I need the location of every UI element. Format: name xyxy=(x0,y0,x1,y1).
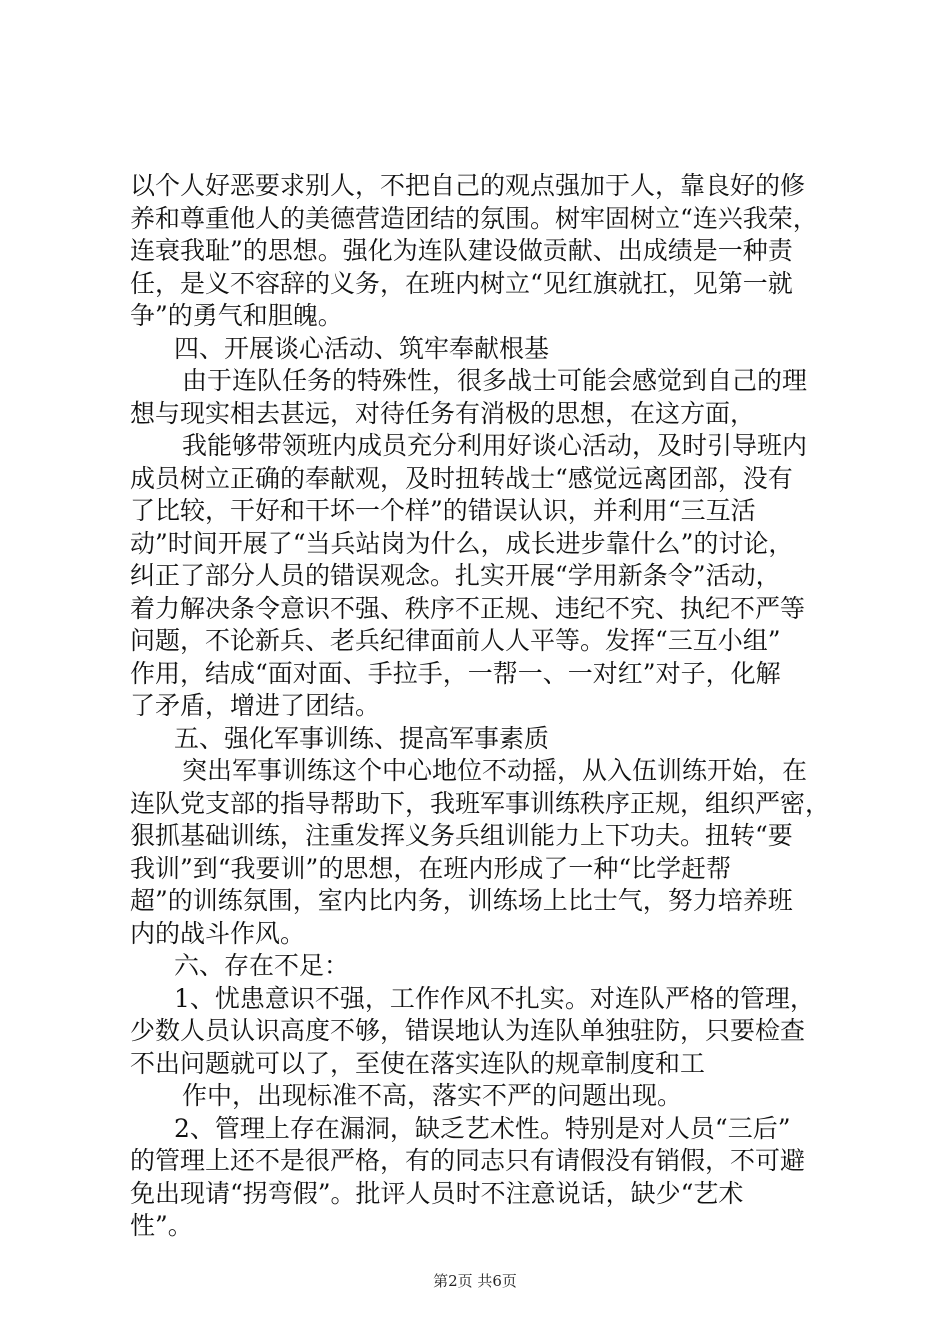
text-line: 超”的训练氛围，室内比内务，训练场上比士气，努力培养班 xyxy=(130,886,793,915)
text-line: 四、开展谈心活动、筑牢奉献根基 xyxy=(174,333,550,363)
text-line: 以个人好恶要求别人，不把自己的观点强加于人，靠良好的修 xyxy=(130,171,806,200)
text-line: 纠正了部分人员的错误观念。扎实开展“学用新条令”活动， xyxy=(130,561,781,590)
text-line: 免出现请“拐弯假”。批评人员时不注意说话，缺少“艺术 xyxy=(130,1178,744,1208)
text-line: 着力解决条令意识不强、秩序不正规、违纪不究、执纪不严等 xyxy=(130,593,806,623)
text-line: 六、存在不足： xyxy=(174,951,350,980)
text-line: 想与现实相去甚远，对待任务有消极的思想，在这方面， xyxy=(130,398,756,428)
text-line: 由于连队任务的特殊性，很多战士可能会感觉到自己的理 xyxy=(182,366,808,395)
text-line: 养和尊重他人的美德营造团结的氛围。树牢固树立“连兴我荣， xyxy=(130,203,818,233)
text-line: 我能够带领班内成员充分利用好谈心活动，及时引导班内 xyxy=(182,431,808,460)
text-line: 突出军事训练这个中心地位不动摇，从入伍训练开始，在 xyxy=(182,756,808,785)
text-line: 了比较，干好和干坏一个样”的错误认识，并利用“三互活 xyxy=(130,496,756,525)
text-line: 了矛盾，增进了团结。 xyxy=(130,691,381,720)
text-line: 狠抓基础训练，注重发挥义务兵组训能力上下功夫。扭转“要 xyxy=(130,821,793,850)
text-line: 内的战斗作风。 xyxy=(130,918,306,948)
text-line: 成员树立正确的奉献观，及时扭转战士“感觉远离团部，没有 xyxy=(130,463,793,493)
page-footer: 第2页 共6页 xyxy=(433,1272,517,1290)
text-line: 我训”到“我要训”的思想，在班内形成了一种“比学赶帮 xyxy=(130,853,732,883)
text-line: 动”时间开展了“当兵站岗为什么，成长进步靠什么”的讨论， xyxy=(130,528,794,558)
text-line: 作用，结成“面对面、手拉手，一帮一、一对红”对子，化解 xyxy=(130,658,781,688)
text-line: 的管理上还不是很严格，有的同志只有请假没有销假，不可避 xyxy=(130,1146,806,1175)
text-line: 作中，出现标准不高，落实不严的问题出现。 xyxy=(182,1081,683,1110)
text-line: 2、管理上存在漏洞，缺乏艺术性。特别是对人员“三后” xyxy=(174,1113,791,1143)
text-line: 争”的勇气和胆魄。 xyxy=(130,301,343,330)
text-line: 连衰我耻”的思想。强化为连队建设做贡献、出成绩是一种责 xyxy=(130,236,793,265)
text-line: 问题，不论新兵、老兵纪律面前人人平等。发挥“三互小组” xyxy=(130,626,781,655)
text-line: 少数人员认识高度不够，错误地认为连队单独驻防，只要检查 xyxy=(130,1016,806,1045)
text-line: 连队党支部的指导帮助下，我班军事训练秩序正规，组织严密， xyxy=(130,788,831,818)
text-line: 1、忧患意识不强，工作作风不扎实。对连队严格的管理， xyxy=(174,983,815,1013)
text-line: 不出问题就可以了，至使在落实连队的规章制度和工 xyxy=(130,1048,706,1078)
text-line: 五、强化军事训练、提高军事素质 xyxy=(174,723,550,753)
text-line: 性”。 xyxy=(130,1211,193,1240)
document-body xyxy=(130,170,830,1243)
text-line: 任，是义不容辞的义务，在班内树立“见红旗就扛，见第一就 xyxy=(130,268,793,298)
